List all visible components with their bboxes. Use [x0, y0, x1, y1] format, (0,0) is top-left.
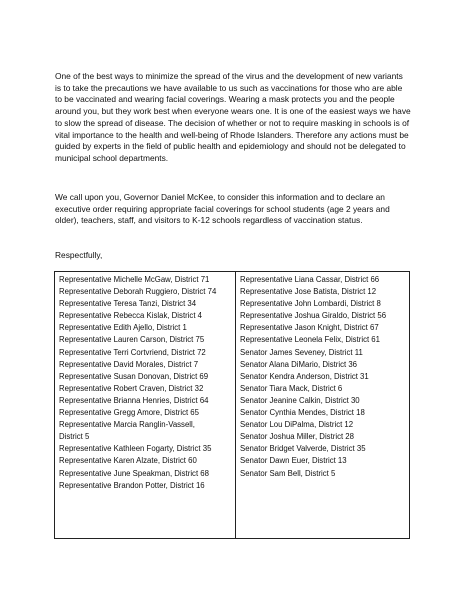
- signer-entry: Representative Gregg Amore, District 65: [59, 408, 199, 418]
- signatories-right-column: [236, 272, 410, 539]
- signer-entry: Representative Brandon Potter, District 16: [59, 480, 205, 490]
- signer-entry: Representative John Lombardi, District 8: [240, 299, 381, 309]
- signer-entry: Representative Michelle McGaw, District 71: [59, 275, 210, 284]
- signer-entry: Representative Liana Cassar, District 66: [240, 275, 380, 284]
- signatories-table: [54, 271, 410, 539]
- signer-entry: Senator Kendra Anderson, District 31: [240, 371, 369, 381]
- signer-entry: District 5: [59, 432, 90, 442]
- body-paragraph-request: We call upon you, Governor Daniel McKee, to consider this information and to declare an executive order requiring appropriate facial coverings for school students (age 2 years and older), teachers, staff, and visitors to K-12 schools regardless of vaccination status.: [55, 192, 390, 226]
- signer-entry: Senator Jeanine Calkin, District 30: [240, 395, 360, 405]
- signer-entry: Representative David Morales, District 7: [59, 359, 199, 369]
- closing-salutation: Respectfully,: [55, 250, 103, 260]
- body-paragraph-masking: One of the best ways to minimize the spread of the virus and the development of new variants is to take the precautions we have available to us such as vaccinations for those who are able to be vaccinated and wearing facial coverings. Wearing a mask protects you and the people around you, but they work best when everyone wears one. It is one of the easiest ways we have to slow the spread of disease. The decision of whether or not to require masking in schools is of vital importance to the health and well-being of Rhode Islanders. Therefore any actions must be guided by experts in the field of public health and epidemiology and should not be delegated to municipal school departments.: [55, 71, 411, 163]
- signer-entry: Representative Edith Ajello, District 1: [59, 323, 187, 333]
- signer-entry: Senator Cynthia Mendes, District 18: [240, 408, 365, 418]
- signer-entry: Representative Deborah Ruggiero, District 74: [59, 287, 217, 297]
- signer-entry: Senator James Seveney, District 11: [240, 347, 363, 357]
- signer-entry: Representative Jason Knight, District 67: [240, 323, 379, 333]
- signer-entry: Representative Robert Craven, District 32: [59, 383, 204, 393]
- signer-entry: Senator Lou DiPalma, District 12: [240, 420, 354, 430]
- signer-entry: Representative June Speakman, District 68: [59, 468, 209, 478]
- signer-entry: Senator Bridget Valverde, District 35: [240, 444, 366, 454]
- signer-entry: Representative Terri Cortvriend, District 72: [59, 347, 206, 357]
- signer-entry: Representative Rebecca Kislak, District 4: [59, 311, 203, 321]
- signer-entry: Representative Joshua Giraldo, District 56: [240, 311, 387, 321]
- signer-entry: Senator Sam Bell, District 5: [240, 468, 336, 478]
- signer-entry: Representative Jose Batista, District 12: [240, 287, 377, 297]
- signatories-left-column: [55, 272, 236, 539]
- signer-entry: Senator Joshua Miller, District 28: [240, 432, 354, 442]
- signer-entry: Representative Susan Donovan, District 69: [59, 371, 209, 381]
- signer-entry: Senator Dawn Euer, District 13: [240, 456, 347, 466]
- signer-entry: Representative Karen Alzate, District 60: [59, 456, 197, 466]
- signer-entry: Senator Tiara Mack, District 6: [240, 383, 343, 393]
- signer-entry: Representative Teresa Tanzi, District 34: [59, 299, 197, 309]
- signer-entry: Representative Kathleen Fogarty, District 35: [59, 444, 212, 454]
- signer-entry: Representative Leonela Felix, District 61: [240, 335, 380, 345]
- signatories-row: [55, 272, 410, 539]
- signer-entry: Senator Alana DiMario, District 36: [240, 359, 358, 369]
- signer-entry: Representative Lauren Carson, District 75: [59, 335, 205, 345]
- signer-entry: Representative Marcia Ranglin-Vassell,: [59, 420, 195, 430]
- signer-entry: Representative Brianna Henries, District 64: [59, 395, 209, 405]
